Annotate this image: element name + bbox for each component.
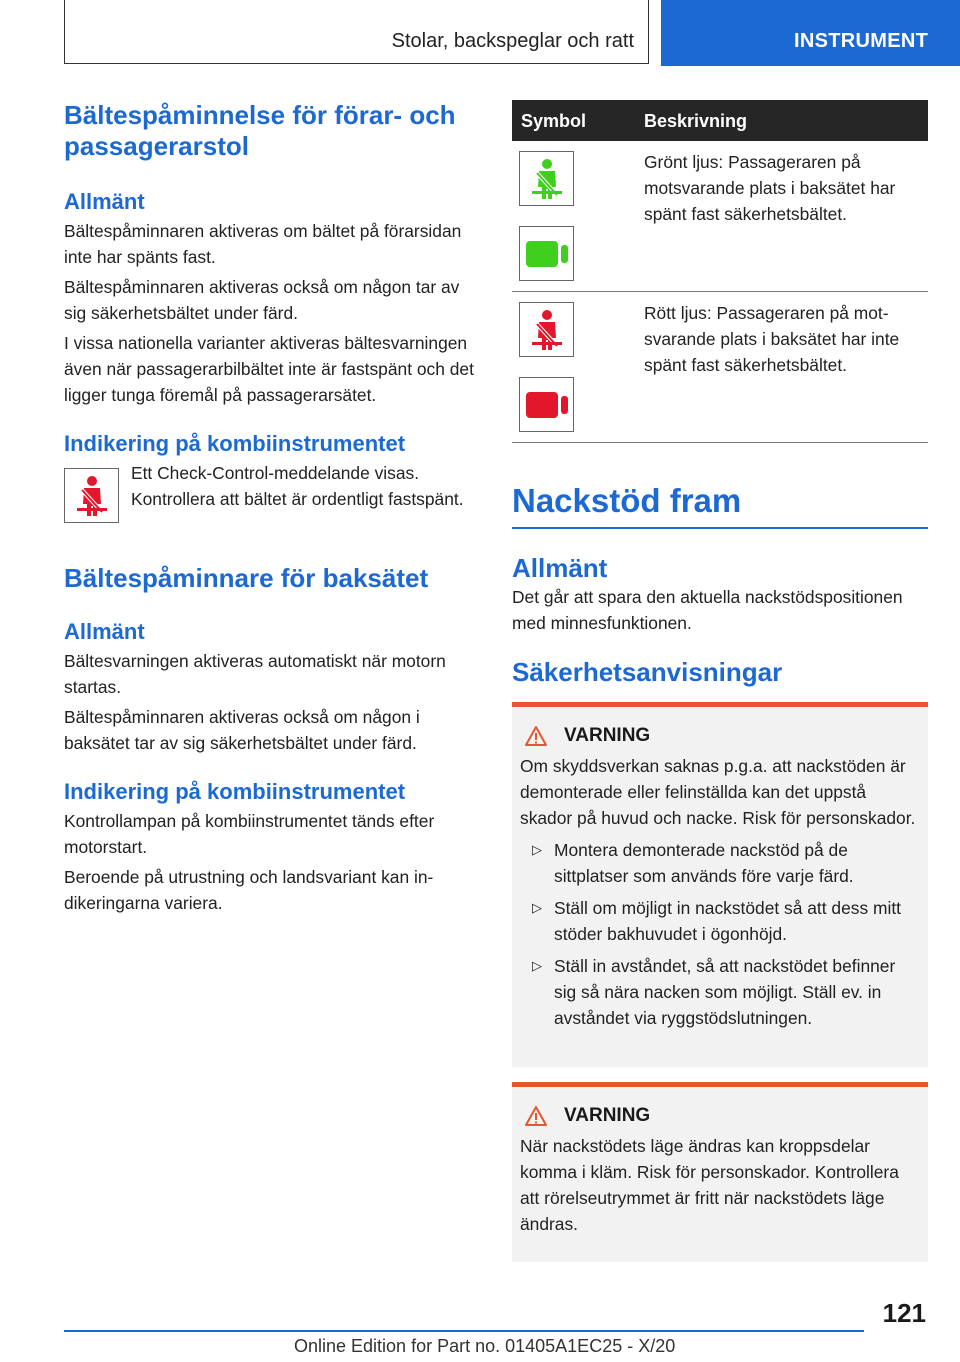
warning-triangle-icon <box>524 1105 548 1127</box>
heading-front-general: Allmänt <box>64 189 145 214</box>
seat-green-indicator-icon <box>519 226 574 281</box>
left-column <box>64 100 479 916</box>
triangle-bullet-icon: ▷ <box>532 957 542 973</box>
rear-paragraph-3: Kontrollampan på kombiinstrumentet tänds efter motorstart. <box>64 811 435 857</box>
seat-red-indicator-icon <box>519 377 574 432</box>
warning-bullet <box>520 895 920 947</box>
footer-rule <box>64 1330 864 1332</box>
front-paragraph-1: Bältespåminnaren aktiveras om bältet på förarsidan inte har spänts fast. <box>64 221 462 267</box>
rear-paragraph-1: Bältesvarningen aktiveras automatiskt när motorn startas. <box>64 651 446 697</box>
warning-bullet-text: Montera demonterade nackstöd på de sittplatser som används före varje färd. <box>554 839 854 886</box>
front-indicator-text: Ett Check-Control-meddelande visas. Kontrollera att bältet är ordentligt fastspänt. <box>131 463 464 509</box>
page-number: 121 <box>882 1298 926 1328</box>
warning-bullet <box>520 953 920 1031</box>
right-column <box>512 100 928 1262</box>
warning-triangle-icon <box>524 725 548 747</box>
heading-headrest-general: Allmänt <box>512 552 608 583</box>
header-section-title: Stolar, backspeglar och ratt <box>391 30 634 52</box>
heading-front-indicator: Indikering på kombiinstrumentet <box>64 431 406 456</box>
warning-box-2 <box>512 1082 928 1262</box>
header-chapter-title: INSTRUMENT <box>794 30 929 52</box>
warning-label-1: VARNING <box>564 724 651 746</box>
warning-title-1 <box>520 725 920 747</box>
warning-bullet-text: Ställ in avståndet, så att nackstödet befinner sig så nära nacken som möjligt. Ställ ev. in avståndet via ryggstödslutningen. <box>554 955 896 1028</box>
heading-rear-seatbelt-reminder: Bältespåminnare för baksätet <box>64 563 429 593</box>
rear-paragraph-2: Bältespåminnaren aktiveras också om någon i baksätet tar av sig säkerhetsbältet under färd. <box>64 707 420 753</box>
symbol-table-row <box>512 292 928 443</box>
seatbelt-green-icon <box>519 151 574 206</box>
warning-bullet <box>520 837 920 889</box>
rear-paragraph-4: Beroende på utrustning och landsvariant kan indikeringarna variera. <box>64 867 434 913</box>
warning-box-1 <box>512 702 928 1067</box>
green-light-description: Grönt ljus: Passageraren på motsvarande plats i baksätet har spänt fast säkerhetsbältet. <box>644 152 896 224</box>
warning-label-2: VARNING <box>564 1104 651 1126</box>
col-symbol-header: Symbol <box>521 111 587 131</box>
symbol-table-header <box>512 100 928 141</box>
triangle-bullet-icon: ▷ <box>532 899 542 915</box>
warning-text-1: Om skyddsverkan saknas p.g.a. att nackstöden är demonterade eller felinställda kan det uppstå skador på huvud och nacke. Risk för personskador. <box>520 755 916 828</box>
heading-front-seatbelt-reminder: Bältespåminnelse för förar- och passagerarstol <box>64 100 456 161</box>
heading-safety-notes: Säkerhetsanvisningar <box>512 656 783 687</box>
headrest-general-text: Det går att spara den aktuella nackstödspositionen med minnesfunktionen. <box>512 586 903 633</box>
col-description-header: Beskrivning <box>644 111 748 131</box>
front-paragraph-3: I vissa nationella varianter aktiveras bältesvarningen även när passagerarbilbältet inte är fastspänt och det ligger tunga föremål på passagerarsätet. <box>64 333 474 405</box>
heading-rule <box>512 527 928 529</box>
header-chapter-tab[interactable] <box>661 0 960 66</box>
warning-bullet-text: Ställ om möjligt in nackstödet så att dess mitt stöder bakhuvudet i ögonhöjd. <box>554 897 901 944</box>
triangle-bullet-icon: ▷ <box>532 841 542 857</box>
heading-rear-general: Allmänt <box>64 619 145 644</box>
red-light-description: Rött ljus: Passageraren på motsvarande plats i baksätet har inte spänt fast säkerhetsbältet. <box>644 303 900 375</box>
footer-edition: Online Edition for Part no. 01405A1EC25 - X/20 <box>294 1336 676 1356</box>
warning-title-2 <box>520 1105 920 1127</box>
front-paragraph-2: Bältespåminnaren aktiveras också om någon tar av sig säkerhetsbältet under färd. <box>64 277 460 323</box>
heading-headrest-front: Nackstöd fram <box>512 482 742 519</box>
seatbelt-red-icon <box>519 302 574 357</box>
warning-text-2: När nackstödets läge ändras kan kroppsdelar komma i kläm. Risk för personskador. Kontrollera att rörelseutrymmet är fritt när nackstödets läge ändras. <box>520 1135 899 1234</box>
heading-rear-indicator: Indikering på kombiinstrumentet <box>64 779 406 804</box>
header-section-box <box>64 0 649 64</box>
seatbelt-warning-icon <box>64 468 119 523</box>
symbol-table-row <box>512 141 928 292</box>
front-indicator-row <box>64 460 479 523</box>
